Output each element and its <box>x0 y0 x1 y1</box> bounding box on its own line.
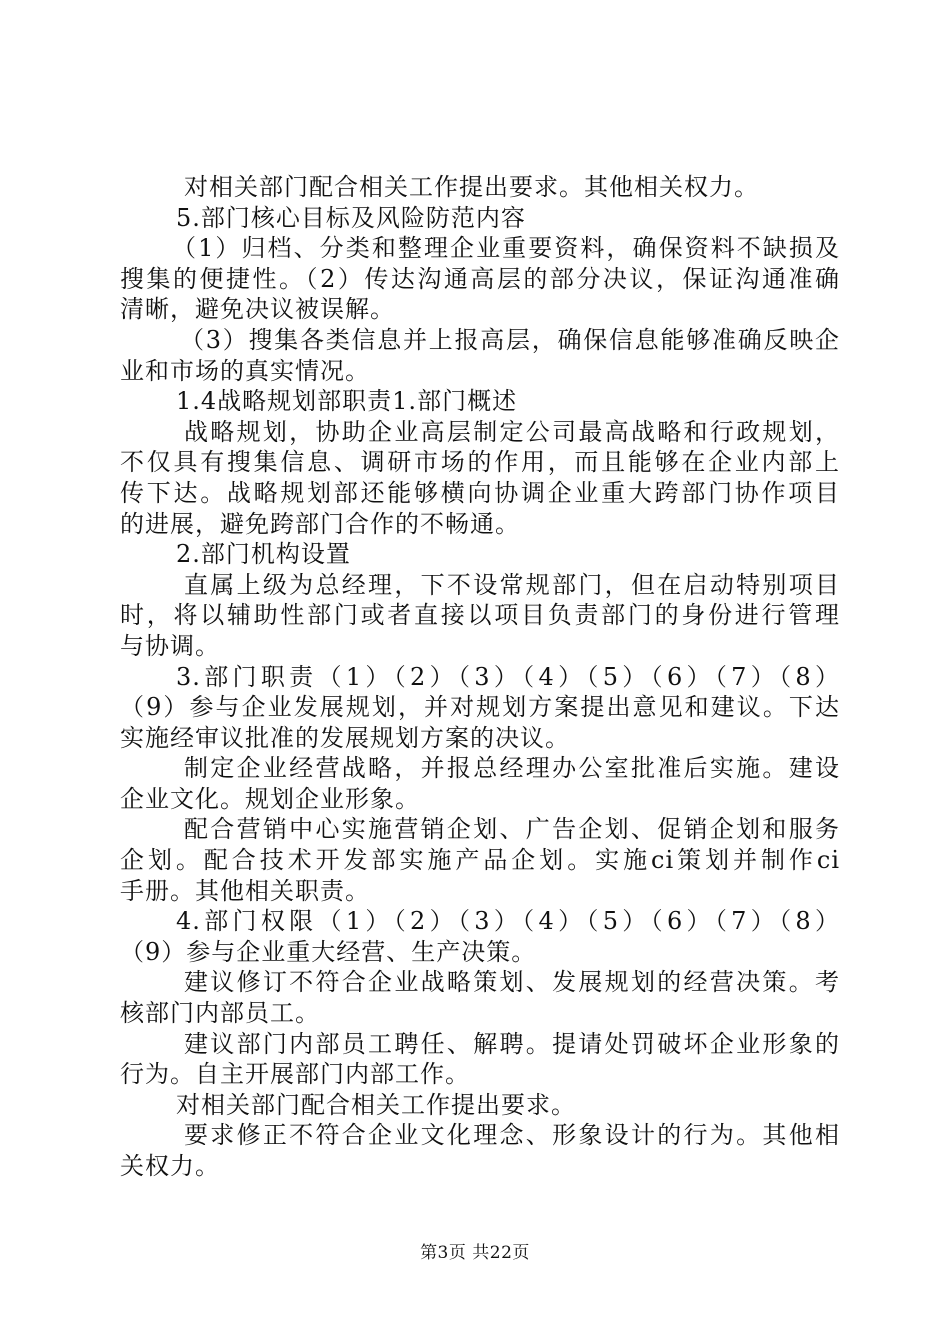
text-line: 对相关部门配合相关工作提出要求。 <box>176 1090 576 1119</box>
document-body <box>120 172 840 1182</box>
text-line: 直属上级为总经理，下不设常规部门，但在启动特别项目 <box>184 570 840 599</box>
text-line: 行为。自主开展部门内部工作。 <box>120 1060 470 1089</box>
text-line: 建议部门内部员工聘任、解聘。提请处罚破坏企业形象的 <box>184 1029 840 1058</box>
text-line: 3.部门职责（1）（2）（3）（4）（5）（6）（7）（8） <box>176 662 840 691</box>
text-line: 时，将以辅助性部门或者直接以项目负责部门的身份进行管理 <box>120 601 840 630</box>
text-line: 企业文化。规划企业形象。 <box>120 784 420 813</box>
text-line: 建议修订不符合企业战略策划、发展规划的经营决策。考 <box>184 968 840 997</box>
text-line: 业和市场的真实情况。 <box>120 356 370 385</box>
text-line: 制定企业经营战略，并报总经理办公室批准后实施。建设 <box>184 754 840 783</box>
text-line: 的进展，避免跨部门合作的不畅通。 <box>120 509 520 538</box>
text-line: 配合营销中心实施营销企划、广告企划、促销企划和服务 <box>184 815 840 844</box>
text-line: 核部门内部员工。 <box>120 999 320 1028</box>
text-line: 企划。配合技术开发部实施产品企划。实施ci策划并制作ci <box>120 846 840 875</box>
text-line: 搜集的便捷性。（2）传达沟通高层的部分决议，保证沟通准确 <box>120 264 840 293</box>
text-line: 手册。其他相关职责。 <box>120 876 370 905</box>
text-line: （3）搜集各类信息并上报高层，确保信息能够准确反映企 <box>180 325 840 354</box>
text-line: 要求修正不符合企业文化理念、形象设计的行为。其他相 <box>184 1121 840 1150</box>
text-line: （9）参与企业重大经营、生产决策。 <box>120 937 537 966</box>
text-line: 与协调。 <box>120 631 220 660</box>
text-line: 1.4战略规划部职责1.部门概述 <box>176 387 518 416</box>
page-footer: 第3页 共22页 <box>420 1243 530 1263</box>
text-line: 4.部门权限（1）（2）（3）（4）（5）（6）（7）（8） <box>176 907 840 936</box>
text-line: 不仅具有搜集信息、调研市场的作用，而且能够在企业内部上 <box>120 448 840 477</box>
text-line: （9）参与企业发展规划，并对规划方案提出意见和建议。下达 <box>120 693 840 722</box>
text-line: 清晰，避免决议被误解。 <box>120 295 395 324</box>
text-line: （1）归档、分类和整理企业重要资料，确保资料不缺损及 <box>172 234 840 263</box>
text-line: 对相关部门配合相关工作提出要求。其他相关权力。 <box>184 173 759 201</box>
text-line: 关权力。 <box>120 1152 220 1180</box>
text-line: 传下达。战略规划部还能够横向协调企业重大跨部门协作项目 <box>120 478 840 507</box>
text-line: 5.部门核心目标及风险防范内容 <box>176 203 526 232</box>
text-line: 实施经审议批准的发展规划方案的决议。 <box>120 723 570 752</box>
text-line: 战略规划，协助企业高层制定公司最高战略和行政规划， <box>184 417 840 446</box>
text-line: 2.部门机构设置 <box>176 540 351 569</box>
